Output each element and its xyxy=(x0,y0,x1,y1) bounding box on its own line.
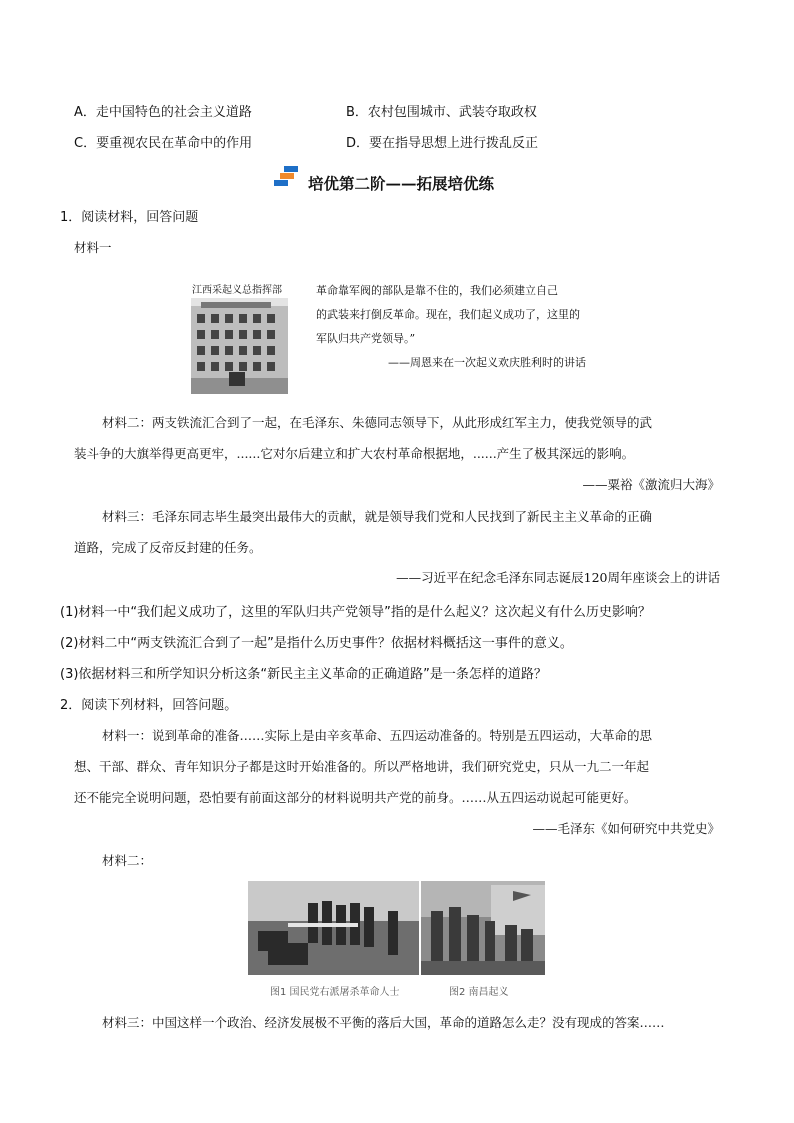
option-b: B．农村包围城市、武装夺取政权 xyxy=(346,105,537,120)
q2-material1-line2: 想、干部、群众、青年知识分子都是这时开始准备的。所以严格地讲，我们研究党史，只从一九二一年起 xyxy=(74,759,650,774)
option-d: D．要在指导思想上进行拨乱反正 xyxy=(346,136,539,151)
q1-material3-source: ——习近平在纪念毛泽东同志诞辰120周年座谈会上的讲话 xyxy=(396,570,720,585)
q2-material1-source: ——毛泽东《如何研究中共党史》 xyxy=(532,821,720,836)
q1-material1-label: 材料一 xyxy=(74,240,112,255)
q1-material2-line1: 材料二：两支铁流汇合到了一起，在毛泽东、朱德同志领导下，从此形成红军主力，使我党领导的武 xyxy=(102,415,653,430)
q2-material3-line1: 材料三：中国这样一个政治、经济发展极不平衡的落后大国，革命的道路怎么走？没有现成的答案…… xyxy=(102,1015,665,1030)
command-building-photo xyxy=(191,298,288,394)
quote-source: ——周恩来在一次起义欢庆胜利时的讲话 xyxy=(388,356,586,369)
q2-material2-label: 材料二： xyxy=(102,853,153,868)
q2-stem: 2．阅读下列材料，回答问题。 xyxy=(60,698,238,713)
q1-sub-question-2: (2)材料二中“两支铁流汇合到了一起”是指什么历史事件？依据材料概括这一事件的意义。 xyxy=(60,636,573,651)
q1-material3-line2: 道路，完成了反帝反封建的任务。 xyxy=(74,540,262,555)
figure-2-nanchang-uprising-painting xyxy=(421,881,545,975)
q1-sub-question-3: (3)依据材料三和所学知识分析这条“新民主主义革命的正确道路”是一条怎样的道路？ xyxy=(60,667,547,682)
building-caption: 江西采起义总指挥部 xyxy=(192,285,282,296)
figure-2-caption: 图2 南昌起义 xyxy=(449,987,509,998)
q1-material2-source: ——粟裕《激流归大海》 xyxy=(582,477,720,492)
figure-1-caption: 图1 国民党右派屠杀革命人士 xyxy=(270,987,400,998)
quote-line-2: 的武装来打倒反革命。现在，我们起义成功了，这里的 xyxy=(316,308,580,321)
q1-material2-line2: 装斗争的大旗举得更高更牢，......它对尔后建立和扩大农村革命根据地，......产生了极其深远的影响。 xyxy=(74,446,635,461)
q2-material1-line1: 材料一：说到革命的准备……实际上是由辛亥革命、五四运动准备的。特别是五四运动，大革命的思 xyxy=(102,728,653,743)
section-logo-icon xyxy=(272,164,304,190)
quote-line-3: 军队归共产党领导。” xyxy=(316,332,416,345)
quote-line-1: 革命靠军阀的部队是靠不住的，我们必须建立自己 xyxy=(316,284,558,297)
q2-material1-line3: 还不能完全说明问题，恐怕要有前面这部分的材料说明共产党的前身。……从五四运动说起可能更好。 xyxy=(74,790,637,805)
q1-stem: 1．阅读材料，回答问题 xyxy=(60,210,199,225)
section-title: 培优第二阶——拓展培优练 xyxy=(308,174,495,193)
option-c: C．要重视农民在革命中的作用 xyxy=(74,136,253,151)
option-a: A．走中国特色的社会主义道路 xyxy=(74,105,252,120)
q1-material3-line1: 材料三：毛泽东同志毕生最突出最伟大的贡献，就是领导我们党和人民找到了新民主主义革命的正确 xyxy=(102,509,653,524)
figure-1-massacre-photo xyxy=(248,881,419,975)
q1-sub-question-1: (1)材料一中“我们起义成功了，这里的军队归共产党领导”指的是什么起义？这次起义有什么历史影响？ xyxy=(60,605,651,620)
